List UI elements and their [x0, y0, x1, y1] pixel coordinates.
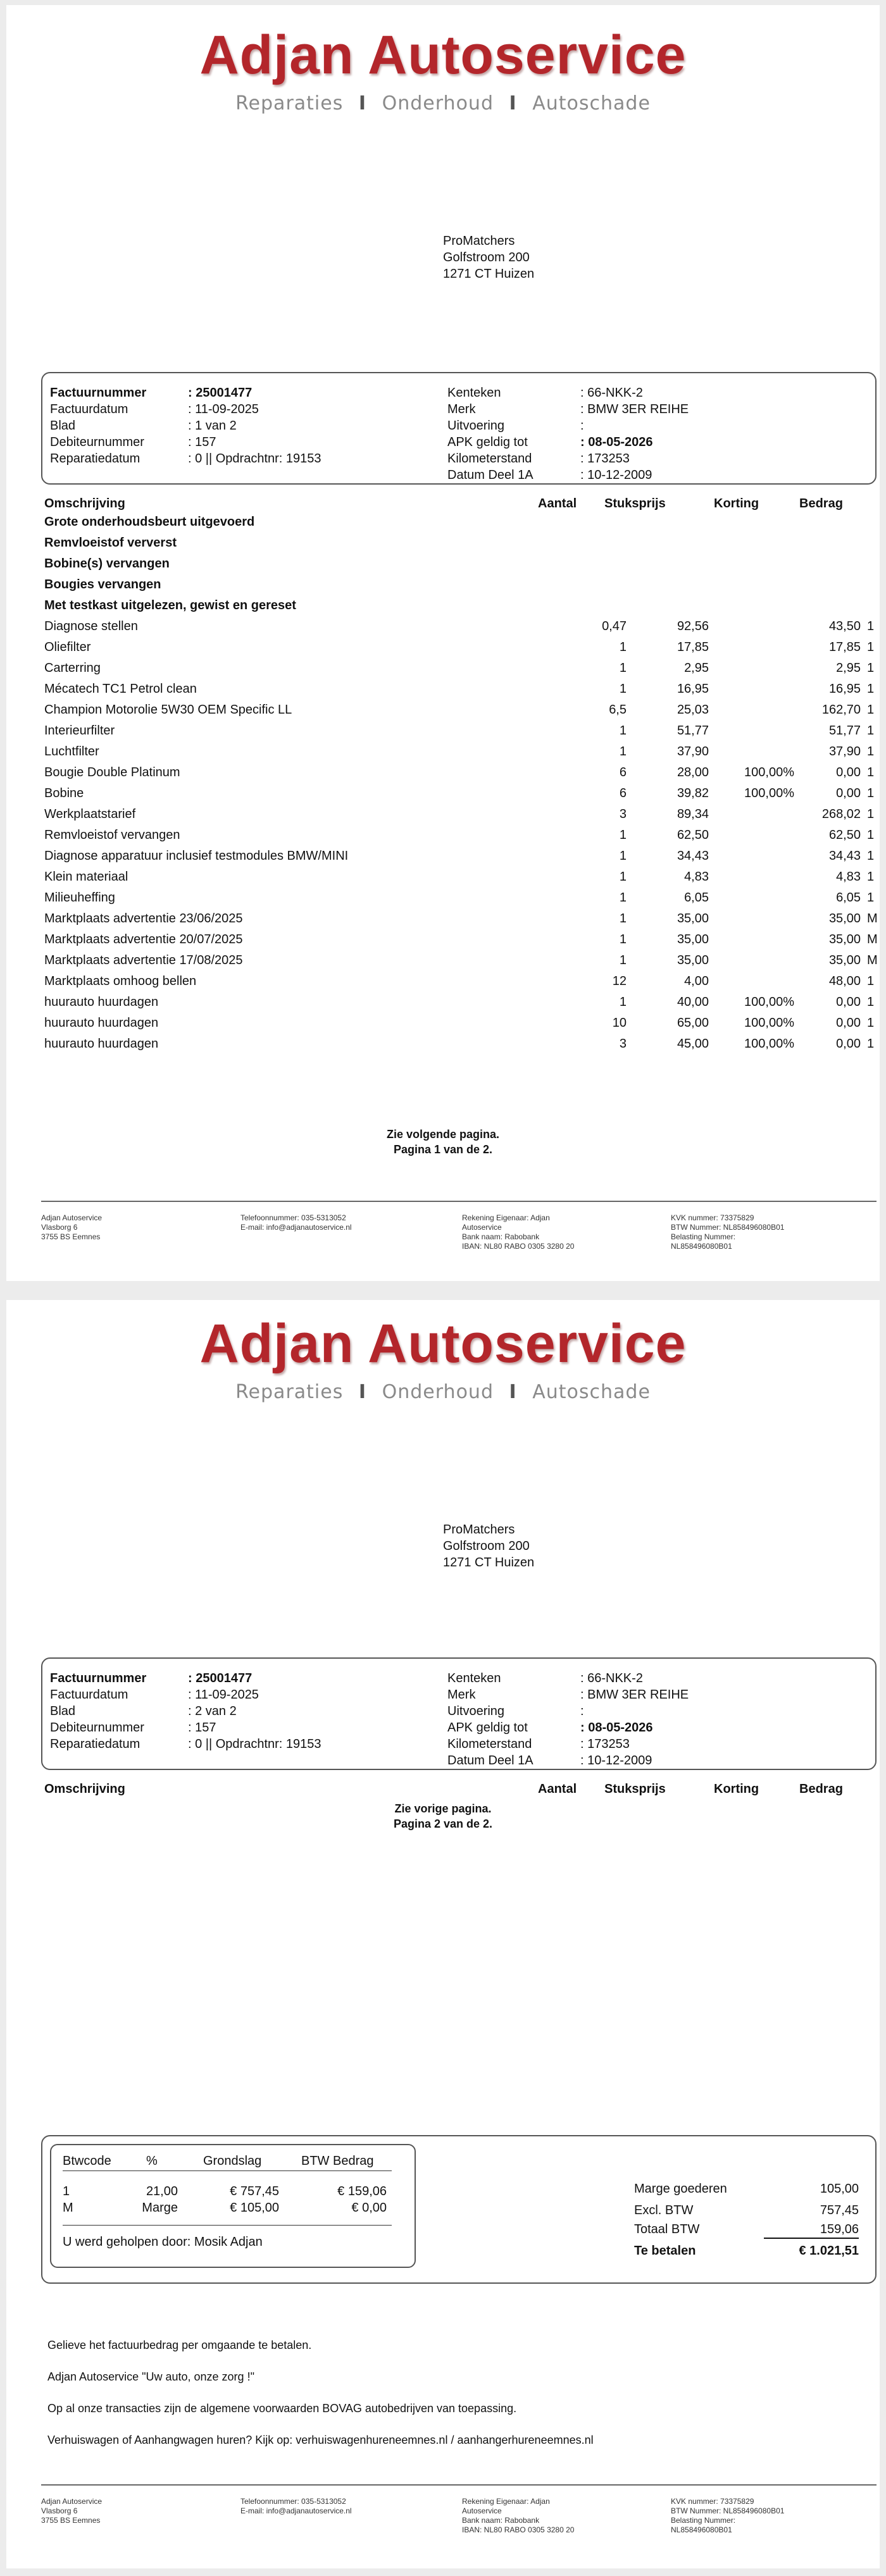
item-unit-price: 45,00	[677, 1037, 709, 1051]
item-amount: 162,70	[821, 703, 861, 717]
item-amount: 51,77	[828, 724, 861, 738]
plate-label: Kenteken	[447, 386, 501, 400]
debtor-value: : 157	[188, 1721, 216, 1735]
version-value: :	[580, 419, 584, 433]
item-quantity: 0,47	[602, 619, 627, 633]
tagline-repairs: Reparaties	[235, 92, 344, 115]
item-amount: 48,00	[828, 974, 861, 988]
vat-row-percent: Marge	[142, 2201, 178, 2215]
item-unit-price: 4,83	[684, 870, 709, 884]
item-amount: 16,95	[828, 682, 861, 696]
debtor-value: : 157	[188, 435, 216, 449]
tagline-repairs: Reparaties	[235, 1381, 344, 1403]
footer-text: Adjan Autoservice	[41, 2497, 103, 2506]
next-page-note: Zie volgende pagina.	[386, 1128, 500, 1141]
footer-text: NL858496080B01	[671, 1242, 732, 1251]
footer-text: BTW Nummer: NL858496080B01	[671, 2506, 785, 2515]
vat-row-code: 1	[63, 2184, 70, 2198]
vat-row-base: € 105,00	[230, 2201, 279, 2215]
item-quantity: 1	[619, 828, 627, 842]
tagline-separator: I	[509, 1381, 517, 1403]
item-amount: 0,00	[836, 995, 861, 1009]
item-vat-code: 1	[867, 1016, 875, 1030]
tagline-damage: Autoschade	[532, 1381, 651, 1403]
item-quantity: 1	[619, 745, 627, 759]
invoice-number-value: : 25001477	[188, 386, 253, 400]
part1-label: Datum Deel 1A	[447, 468, 533, 482]
item-quantity: 6	[619, 786, 627, 800]
company-logo	[6, 24, 880, 125]
vat-row-code: M	[63, 2201, 73, 2215]
page-continuation-note	[6, 1127, 880, 1157]
item-vat-code: 1	[867, 724, 875, 738]
make-value: : BMW 3ER REIHE	[580, 402, 689, 416]
table-row	[44, 762, 886, 783]
work-line: Grote onderhoudsbeurt uitgevoerd	[44, 515, 255, 529]
item-description: Luchtfilter	[44, 745, 99, 759]
item-unit-price: 6,05	[684, 891, 709, 905]
mileage-value: : 173253	[580, 452, 630, 466]
tagline-separator: I	[509, 92, 517, 115]
item-vat-code: 1	[867, 995, 875, 1009]
amount-due-label: Te betalen	[634, 2244, 696, 2258]
apk-label: APK geldig tot	[447, 435, 528, 449]
item-quantity: 10	[612, 1016, 627, 1030]
page-footer	[41, 2484, 877, 2536]
vat-summary-box	[50, 2144, 416, 2268]
footer-text: Rekening Eigenaar: Adjan	[462, 1213, 550, 1222]
col-discount: Korting	[714, 1782, 759, 1796]
item-description: Bougie Double Platinum	[44, 765, 180, 779]
apk-label: APK geldig tot	[447, 1721, 528, 1735]
mileage-label: Kilometerstand	[447, 1737, 532, 1751]
vat-col-base: Grondslag	[203, 2154, 262, 2168]
item-quantity: 1	[619, 870, 627, 884]
item-unit-price: 40,00	[677, 995, 709, 1009]
item-description: Remvloeistof vervangen	[44, 828, 180, 842]
mileage-value: : 173253	[580, 1737, 630, 1751]
repair-date-label: Reparatiedatum	[50, 452, 140, 466]
item-unit-price: 51,77	[677, 724, 709, 738]
total-divider	[764, 2238, 859, 2239]
item-discount: 100,00%	[744, 765, 794, 779]
col-quantity: Aantal	[538, 1782, 577, 1796]
footer-address	[41, 2497, 102, 2525]
table-row	[44, 971, 886, 992]
invoice-date-label: Factuurdatum	[50, 402, 128, 416]
col-unit-price: Stuksprijs	[604, 1782, 666, 1796]
table-row	[44, 637, 886, 658]
item-unit-price: 35,00	[677, 932, 709, 946]
item-vat-code: 1	[867, 619, 875, 633]
col-description: Omschrijving	[44, 497, 125, 511]
footer-contact	[240, 2497, 352, 2516]
item-vat-code: 1	[867, 849, 875, 863]
item-amount: 0,00	[836, 765, 861, 779]
item-quantity: 1	[619, 932, 627, 946]
tagline-maintenance: Onderhoud	[382, 92, 494, 115]
invoice-info-box	[41, 1657, 877, 1770]
excl-vat-value: 757,45	[820, 2203, 859, 2217]
vat-row-amount: € 159,06	[337, 2184, 387, 2198]
repair-date-value: : 0 || Opdrachtnr: 19153	[188, 1737, 321, 1751]
item-amount: 37,90	[828, 745, 861, 759]
mileage-label: Kilometerstand	[447, 452, 532, 466]
item-vat-code: 1	[867, 745, 875, 759]
page-number: Pagina 1 van de 2.	[393, 1143, 493, 1156]
footer-address	[41, 1213, 102, 1242]
tagline-damage: Autoschade	[532, 92, 651, 115]
item-description: huurauto huurdagen	[44, 1016, 159, 1030]
item-unit-price: 16,95	[677, 682, 709, 696]
footer-registration	[671, 1213, 784, 1251]
footer-text: KVK nummer: 73375829	[671, 2497, 754, 2506]
item-unit-price: 17,85	[677, 640, 709, 654]
work-line: Bobine(s) vervangen	[44, 557, 170, 571]
item-unit-price: 2,95	[684, 661, 709, 675]
table-row	[44, 846, 886, 867]
item-description: Werkplaatstarief	[44, 807, 136, 821]
col-discount: Korting	[714, 497, 759, 511]
item-amount: 4,83	[836, 870, 861, 884]
terms-text: Op al onze transacties zijn de algemene voorwaarden BOVAG autobedrijven van toepassing.	[47, 2402, 517, 2415]
item-description: Carterring	[44, 661, 101, 675]
footer-text: Telefoonnummer: 035-5313052	[240, 2497, 346, 2506]
table-row	[44, 783, 886, 804]
table-row	[44, 867, 886, 888]
recipient-city: 1271 CT Huizen	[443, 267, 535, 281]
item-description: Marktplaats advertentie 17/08/2025	[44, 953, 243, 967]
apk-value: : 08-05-2026	[580, 435, 653, 449]
vat-col-percent: %	[146, 2154, 158, 2168]
item-amount: 35,00	[828, 932, 861, 946]
table-row	[44, 679, 886, 700]
page-footer	[41, 1201, 877, 1253]
item-description: Bobine	[44, 786, 84, 800]
recipient-street: Golfstroom 200	[443, 251, 530, 264]
invoice-page-1	[6, 5, 880, 1281]
item-amount: 0,00	[836, 1037, 861, 1051]
footer-text: Autoservice	[462, 2506, 502, 2515]
part1-value: : 10-12-2009	[580, 1754, 652, 1768]
item-description: Marktplaats advertentie 20/07/2025	[44, 932, 243, 946]
item-amount: 35,00	[828, 912, 861, 926]
apk-value: : 08-05-2026	[580, 1721, 653, 1735]
work-line: Bougies vervangen	[44, 578, 161, 591]
item-quantity: 1	[619, 995, 627, 1009]
vat-col-amount: BTW Bedrag	[301, 2154, 374, 2168]
item-quantity: 1	[619, 849, 627, 863]
recipient-company: ProMatchers	[443, 234, 515, 248]
item-amount: 268,02	[821, 807, 861, 821]
page-continuation-note	[6, 1801, 880, 1831]
footer-text: Telefoonnummer: 035-5313052	[240, 1213, 346, 1222]
item-vat-code: 1	[867, 828, 875, 842]
item-quantity: 1	[619, 912, 627, 926]
item-unit-price: 89,34	[677, 807, 709, 821]
item-amount: 34,43	[828, 849, 861, 863]
item-vat-code: 1	[867, 765, 875, 779]
footer-text: E-mail: info@adjanautoservice.nl	[240, 2506, 352, 2515]
repair-date-value: : 0 || Opdrachtnr: 19153	[188, 452, 321, 466]
invoice-date-label: Factuurdatum	[50, 1688, 128, 1702]
margin-goods-value: 105,00	[820, 2182, 859, 2196]
sheet-label: Blad	[50, 1704, 76, 1718]
invoice-page-2	[6, 1300, 880, 2568]
table-row	[44, 804, 886, 825]
item-description: Interieurfilter	[44, 724, 115, 738]
plate-value: : 66-NKK-2	[580, 1671, 643, 1685]
table-row	[44, 616, 886, 637]
item-quantity: 1	[619, 682, 627, 696]
item-quantity: 6,5	[609, 703, 627, 717]
item-unit-price: 35,00	[677, 912, 709, 926]
debtor-label: Debiteurnummer	[50, 435, 144, 449]
footer-text: Belasting Nummer:	[671, 2516, 736, 2525]
item-unit-price: 62,50	[677, 828, 709, 842]
item-quantity: 12	[612, 974, 627, 988]
table-row	[44, 1034, 886, 1055]
footer-text: Belasting Nummer:	[671, 1232, 736, 1241]
company-tagline	[6, 92, 880, 115]
payment-request-text: Gelieve het factuurbedrag per omgaande te betalen.	[47, 2339, 312, 2351]
invoice-number-label: Factuurnummer	[50, 386, 147, 400]
table-row	[44, 658, 886, 679]
table-row	[44, 929, 886, 950]
item-discount: 100,00%	[744, 1037, 794, 1051]
item-discount: 100,00%	[744, 995, 794, 1009]
table-row	[44, 908, 886, 929]
item-unit-price: 39,82	[677, 786, 709, 800]
item-description: huurauto huurdagen	[44, 1037, 159, 1051]
item-vat-code: 1	[867, 661, 875, 675]
item-vat-code: 1	[867, 703, 875, 717]
item-amount: 17,85	[828, 640, 861, 654]
totals-box	[41, 2135, 877, 2284]
tagline-maintenance: Onderhoud	[382, 1381, 494, 1403]
item-unit-price: 35,00	[677, 953, 709, 967]
item-quantity: 1	[619, 953, 627, 967]
item-unit-price: 34,43	[677, 849, 709, 863]
debtor-label: Debiteurnummer	[50, 1721, 144, 1735]
item-quantity: 1	[619, 891, 627, 905]
footer-text: Adjan Autoservice	[41, 1213, 103, 1222]
footer-bank	[462, 2497, 574, 2535]
company-name: Adjan Autoservice	[199, 1313, 687, 1374]
recipient-street: Golfstroom 200	[443, 1539, 530, 1553]
item-amount: 62,50	[828, 828, 861, 842]
item-unit-price: 25,03	[677, 703, 709, 717]
footer-text: Autoservice	[462, 1223, 502, 1232]
part1-label: Datum Deel 1A	[447, 1754, 533, 1768]
item-vat-code: 1	[867, 682, 875, 696]
footer-text: E-mail: info@adjanautoservice.nl	[240, 1223, 352, 1232]
footer-bank	[462, 1213, 574, 1251]
item-amount: 43,50	[828, 619, 861, 633]
item-vat-code: 1	[867, 870, 875, 884]
version-value: :	[580, 1704, 584, 1718]
page-number: Pagina 2 van de 2.	[393, 1817, 493, 1830]
item-amount: 0,00	[836, 1016, 861, 1030]
footer-text: Rekening Eigenaar: Adjan	[462, 2497, 550, 2506]
helped-by-text: U werd geholpen door: Mosik Adjan	[63, 2235, 263, 2249]
item-vat-code: 1	[867, 786, 875, 800]
item-discount: 100,00%	[744, 786, 794, 800]
make-label: Merk	[447, 402, 476, 416]
excl-vat-label: Excl. BTW	[634, 2203, 694, 2217]
item-vat-code: M	[867, 932, 878, 946]
item-vat-code: 1	[867, 807, 875, 821]
table-row	[44, 1013, 886, 1034]
item-description: Milieuheffing	[44, 891, 115, 905]
vat-row-percent: 21,00	[146, 2184, 178, 2198]
part1-value: : 10-12-2009	[580, 468, 652, 482]
tagline-separator: I	[358, 1381, 367, 1403]
table-row	[44, 950, 886, 971]
company-tagline	[6, 1381, 880, 1403]
margin-goods-label: Marge goederen	[634, 2182, 727, 2196]
invoice-number-value: : 25001477	[188, 1671, 253, 1685]
slogan-text: Adjan Autoservice "Uw auto, onze zorg !"	[47, 2370, 254, 2383]
item-quantity: 1	[619, 661, 627, 675]
rental-promo-text: Verhuiswagen of Aanhangwagen huren? Kijk op: verhuiswagenhureneemnes.nl / aanhangerhureneemnes.nl	[47, 2434, 594, 2446]
item-description: Champion Motorolie 5W30 OEM Specific LL	[44, 703, 292, 717]
recipient-address	[443, 233, 534, 282]
item-amount: 2,95	[836, 661, 861, 675]
previous-page-note: Zie vorige pagina.	[394, 1802, 492, 1815]
company-name: Adjan Autoservice	[199, 25, 687, 85]
item-unit-price: 4,00	[684, 974, 709, 988]
work-line: Remvloeistof ververst	[44, 536, 177, 550]
item-description: Marktplaats omhoog bellen	[44, 974, 197, 988]
plate-value: : 66-NKK-2	[580, 386, 643, 400]
repair-date-label: Reparatiedatum	[50, 1737, 140, 1751]
make-value: : BMW 3ER REIHE	[580, 1688, 689, 1702]
item-description: Klein materiaal	[44, 870, 128, 884]
item-description: Diagnose apparatuur inclusief testmodules BMW/MINI	[44, 849, 349, 863]
item-quantity: 3	[619, 1037, 627, 1051]
item-vat-code: 1	[867, 974, 875, 988]
vat-footer-divider	[63, 2225, 392, 2226]
footer-text: Bank naam: Rabobank	[462, 2516, 540, 2525]
table-row	[44, 721, 886, 741]
item-unit-price: 37,90	[677, 745, 709, 759]
item-quantity: 1	[619, 724, 627, 738]
tagline-separator: I	[358, 92, 367, 115]
total-vat-label: Totaal BTW	[634, 2222, 700, 2236]
footer-registration	[671, 2497, 784, 2535]
footer-text: NL858496080B01	[671, 2525, 732, 2534]
company-logo	[6, 1313, 880, 1414]
item-vat-code: M	[867, 953, 878, 967]
footer-text: 3755 BS Eemnes	[41, 1232, 101, 1241]
make-label: Merk	[447, 1688, 476, 1702]
table-row	[44, 992, 886, 1013]
recipient-address	[443, 1521, 534, 1571]
item-description: Oliefilter	[44, 640, 91, 654]
table-row	[44, 700, 886, 721]
invoice-number-label: Factuurnummer	[50, 1671, 147, 1685]
vat-row-amount: € 0,00	[351, 2201, 387, 2215]
vat-row-base: € 757,45	[230, 2184, 279, 2198]
col-amount: Bedrag	[799, 1782, 843, 1796]
item-vat-code: 1	[867, 1037, 875, 1051]
total-vat-value: 159,06	[820, 2222, 859, 2236]
invoice-date-value: : 11-09-2025	[188, 1688, 259, 1702]
item-description: huurauto huurdagen	[44, 995, 159, 1009]
item-unit-price: 65,00	[677, 1016, 709, 1030]
sheet-value: : 2 van 2	[188, 1704, 237, 1718]
version-label: Uitvoering	[447, 419, 505, 433]
item-discount: 100,00%	[744, 1016, 794, 1030]
table-row	[44, 741, 886, 762]
col-amount: Bedrag	[799, 497, 843, 511]
item-vat-code: M	[867, 912, 878, 926]
item-description: Diagnose stellen	[44, 619, 138, 633]
item-unit-price: 28,00	[677, 765, 709, 779]
amount-due-value: € 1.021,51	[799, 2244, 859, 2258]
recipient-company: ProMatchers	[443, 1523, 515, 1537]
page-gap	[0, 1281, 886, 1300]
recipient-city: 1271 CT Huizen	[443, 1556, 535, 1570]
table-row	[44, 888, 886, 908]
footer-text: Vlasborg 6	[41, 1223, 78, 1232]
table-row	[44, 825, 886, 846]
item-quantity: 1	[619, 640, 627, 654]
footer-contact	[240, 1213, 352, 1232]
invoice-date-value: : 11-09-2025	[188, 402, 259, 416]
col-description: Omschrijving	[44, 1782, 125, 1796]
item-description: Mécatech TC1 Petrol clean	[44, 682, 197, 696]
col-unit-price: Stuksprijs	[604, 497, 666, 511]
vat-col-code: Btwcode	[63, 2154, 111, 2168]
item-amount: 6,05	[836, 891, 861, 905]
footer-text: IBAN: NL80 RABO 0305 3280 20	[462, 2525, 575, 2534]
plate-label: Kenteken	[447, 1671, 501, 1685]
footer-text: IBAN: NL80 RABO 0305 3280 20	[462, 1242, 575, 1251]
sheet-label: Blad	[50, 419, 76, 433]
item-amount: 0,00	[836, 786, 861, 800]
col-quantity: Aantal	[538, 497, 577, 511]
footer-text: KVK nummer: 73375829	[671, 1213, 754, 1222]
sheet-value: : 1 van 2	[188, 419, 237, 433]
version-label: Uitvoering	[447, 1704, 505, 1718]
footer-text: 3755 BS Eemnes	[41, 2516, 101, 2525]
item-amount: 35,00	[828, 953, 861, 967]
item-quantity: 3	[619, 807, 627, 821]
footer-text: Bank naam: Rabobank	[462, 1232, 540, 1241]
invoice-info-box	[41, 372, 877, 485]
item-description: Marktplaats advertentie 23/06/2025	[44, 912, 243, 926]
item-unit-price: 92,56	[677, 619, 709, 633]
footer-text: BTW Nummer: NL858496080B01	[671, 1223, 785, 1232]
work-line: Met testkast uitgelezen, gewist en gereset	[44, 598, 296, 612]
item-vat-code: 1	[867, 640, 875, 654]
item-quantity: 6	[619, 765, 627, 779]
vat-header-divider	[63, 2170, 392, 2171]
item-vat-code: 1	[867, 891, 875, 905]
footer-text: Vlasborg 6	[41, 2506, 78, 2515]
